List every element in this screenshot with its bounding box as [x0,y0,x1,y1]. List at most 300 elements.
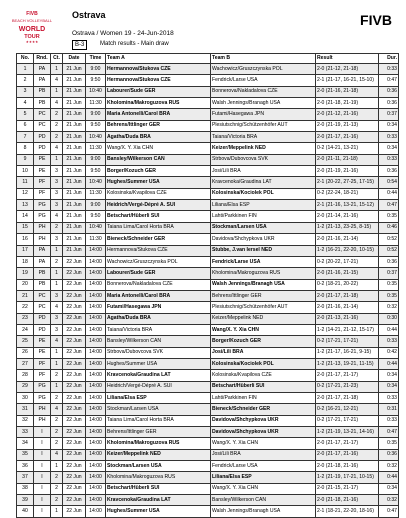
cell-round: PG [34,200,51,211]
table-row [17,495,399,506]
table-row [17,211,399,222]
table-row [17,404,399,415]
cell-round: PE [34,154,51,165]
cell-no: 32 [17,415,34,426]
cell-court: 1 [51,461,63,472]
cell-duration: 0:44 [379,358,399,369]
cell-duration: 0:34 [379,381,399,392]
col-header-date: Date [63,54,86,64]
cell-time: 9:50 [86,211,106,222]
cell-round: I [34,483,51,494]
cell-team-a: Agatha/Duda BRA [106,313,211,324]
cell-result: 0-2 (16-21, 12-21) [316,404,379,415]
svg-text:FIVB: FIVB [360,12,392,28]
cell-round: I [34,472,51,483]
cell-team-b: Borger/Kozuch GER [211,336,316,347]
cell-team-b: Josi/Lili BRA [211,166,316,177]
cell-result: 2-0 (21-18, 21-16) [316,461,379,472]
cell-result: 2-0 (21-18, 21-16) [316,495,379,506]
cell-court: 3 [51,324,63,335]
table-row [17,461,399,472]
cell-court: 1 [51,358,63,369]
cell-round: PF [34,188,51,199]
cell-team-a: Kravcenoka/Graudina LAT [106,370,211,381]
cell-no: 12 [17,188,34,199]
col-header-team-b: Team B [211,54,316,64]
cell-time: 11:30 [86,98,106,109]
cell-date: 21 Jun [63,98,86,109]
cell-duration: 0:54 [379,177,399,188]
cell-result: 2-1 (21-17, 16-21, 15-10) [316,75,379,86]
cell-time: 11:30 [86,188,106,199]
cell-date: 21 Jun [63,211,86,222]
cell-result: 2-0 (21-18, 21-19) [316,98,379,109]
cell-team-a: Heidrich/Vergé-Dépré A. SUI [106,381,211,392]
table-row [17,438,399,449]
cell-team-a: Bonnerova/Nakladalova CZE [106,279,211,290]
cell-duration: 0:47 [379,506,399,517]
cell-duration: 0:52 [379,234,399,245]
cell-court: 2 [51,256,63,267]
cell-team-b: Keizer/Meppelink NED [211,313,316,324]
cell-team-a: Futami/Hasegawa JPN [106,302,211,313]
cell-duration: 0:52 [379,245,399,256]
cell-no: 22 [17,302,34,313]
cell-team-a: Bieneck/Schneider GER [106,234,211,245]
cell-time: 10:40 [86,222,106,233]
cell-team-b: Walsh Jennings/Branagh USA [211,506,316,517]
cell-no: 4 [17,98,34,109]
cell-team-a: Behrens/Ittlinger GER [106,427,211,438]
cell-court: 1 [51,86,63,97]
cell-court: 3 [51,313,63,324]
table-row [17,381,399,392]
cell-duration: 0:42 [379,347,399,358]
table-row [17,177,399,188]
cell-date: 21 Jun [63,64,86,75]
cell-round: PB [34,268,51,279]
cell-no: 18 [17,256,34,267]
cell-no: 25 [17,336,34,347]
cell-round: PD [34,143,51,154]
cell-date: 22 Jun [63,358,86,369]
table-row [17,313,399,324]
cell-time: 9:00 [86,154,106,165]
cell-team-a: Taiana Lima/Carol Horta BRA [106,415,211,426]
cell-date: 22 Jun [63,472,86,483]
cell-duration: 0:32 [379,461,399,472]
cell-time: 14:00 [86,245,106,256]
cell-team-a: Taiana/Victoria BRA [106,324,211,335]
cell-team-a: Labourer/Sude GER [106,268,211,279]
cell-date: 22 Jun [63,392,86,403]
col-header-result: Result [316,54,379,64]
cell-round: PB [34,86,51,97]
cell-time: 14:00 [86,506,106,517]
cell-result: 1-2 (21-17, 16-21, 9-15) [316,347,379,358]
cell-duration: 0:33 [379,415,399,426]
cell-court: 2 [51,370,63,381]
cell-result: 1-2 (21-19, 17-21, 10-15) [316,472,379,483]
cell-duration: 0:34 [379,483,399,494]
cell-court: 1 [51,279,63,290]
cell-court: 1 [51,506,63,517]
cell-no: 38 [17,483,34,494]
table-row [17,268,399,279]
table-row [17,166,399,177]
cell-team-b: Betschart/Hüberli SUI [211,381,316,392]
cell-result: 1-2 (21-19, 13-21, 14-16) [316,427,379,438]
cell-round: PE [34,336,51,347]
cell-time: 14:00 [86,472,106,483]
col-header-court: Ct. [51,54,63,64]
cell-team-a: Kholomina/Makroguzova RUS [106,98,211,109]
cell-duration: 0:34 [379,120,399,131]
cell-duration: 0:46 [379,222,399,233]
cell-team-a: Agatha/Duda BRA [106,132,211,143]
cell-team-a: Kholomina/Makroguzova RUS [106,438,211,449]
cell-duration: 0:35 [379,279,399,290]
cell-court: 3 [51,200,63,211]
table-row [17,256,399,267]
cell-court: 4 [51,404,63,415]
cell-date: 22 Jun [63,483,86,494]
cell-time: 14:00 [86,256,106,267]
cell-court: 2 [51,120,63,131]
cell-team-b: Wachowicz/Gruszczynska POL [211,64,316,75]
cell-time: 14:00 [86,302,106,313]
cell-date: 22 Jun [63,506,86,517]
cell-round: PH [34,415,51,426]
cell-no: 27 [17,358,34,369]
cell-date: 22 Jun [63,336,86,347]
cell-duration: 0:37 [379,109,399,120]
cell-court: 1 [51,347,63,358]
cell-court: 2 [51,415,63,426]
cell-team-b: Davidova/Shchypkova UKR [211,234,316,245]
fivb-logo [356,12,396,28]
table-row [17,86,399,97]
table-row [17,279,399,290]
cell-time: 14:00 [86,381,106,392]
cell-result: 1-2 (16-21, 22-20, 10-15) [316,245,379,256]
cell-duration: 0:44 [379,472,399,483]
cell-time: 14:00 [86,279,106,290]
cell-round: PC [34,302,51,313]
cell-court: 4 [51,336,63,347]
cell-team-b: Wang/X. Y. Xia CHN [211,483,316,494]
cell-round: PC [34,120,51,131]
table-row [17,483,399,494]
cell-time: 14:00 [86,449,106,460]
cell-team-a: Hughes/Summer USA [106,177,211,188]
cell-date: 22 Jun [63,370,86,381]
cell-team-b: Fendrick/Larse USA [211,461,316,472]
cell-team-a: Hermannova/Stukova CZE [106,75,211,86]
cell-result: 1-2 (21-13, 23-25, 8-15) [316,222,379,233]
cell-duration: 0:36 [379,256,399,267]
cell-time: 14:00 [86,313,106,324]
cell-round: PF [34,370,51,381]
cell-date: 22 Jun [63,438,86,449]
cell-result: 0-2 (14-21, 13-21) [316,143,379,154]
cell-time: 14:00 [86,370,106,381]
table-row [17,188,399,199]
document-label: Match results - Main draw [100,41,169,47]
cell-court: 2 [51,495,63,506]
cell-team-a: Behrens/Ittlinger GER [106,120,211,131]
cell-duration: 0:35 [379,438,399,449]
cell-team-a: Wang/X. Y. Xia CHN [106,143,211,154]
cell-team-b: Bieneck/Schneider GER [211,404,316,415]
cell-result: 2-0 (21-16, 21-14) [316,234,379,245]
cell-team-b: Behrens/Ittlinger GER [211,290,316,301]
cell-team-b: Lahti/Parkkinen FIN [211,211,316,222]
cell-result: 2-0 (21-17, 21-17) [316,370,379,381]
cell-team-b: Keizer/Meppelink NED [211,143,316,154]
cell-date: 21 Jun [63,86,86,97]
cell-no: 34 [17,438,34,449]
cell-date: 21 Jun [63,120,86,131]
cell-team-b: Fendrick/Larse USA [211,256,316,267]
cell-date: 22 Jun [63,347,86,358]
cell-date: 21 Jun [63,132,86,143]
cell-team-a: Betschart/Hüberli SUI [106,483,211,494]
cell-team-b: Walsh Jennings/Branagh USA [211,279,316,290]
cell-date: 21 Jun [63,234,86,245]
cell-team-b: Kolosinska/Kociolek POL [211,358,316,369]
cell-time: 14:00 [86,404,106,415]
cell-team-a: Bansley/Wilkerson CAN [106,336,211,347]
cell-result: 2-1 (20-22, 27-25, 17-15) [316,177,379,188]
cell-team-b: Strbova/Dubovcova SVK [211,154,316,165]
cell-team-b: Bansley/Wilkerson CAN [211,495,316,506]
cell-duration: 0:47 [379,75,399,86]
cell-round: PG [34,381,51,392]
cell-time: 14:00 [86,268,106,279]
cell-time: 9:00 [86,109,106,120]
cell-result: 2-1 (18-21, 22-20, 18-16) [316,506,379,517]
cell-duration: 0:35 [379,211,399,222]
cell-team-b: Kravcenoka/Graudina LAT [211,177,316,188]
cell-court: 4 [51,449,63,460]
cell-duration: 0:35 [379,290,399,301]
table-row [17,336,399,347]
cell-result: 2-0 (21-14, 21-16) [316,211,379,222]
cell-duration: 0:31 [379,404,399,415]
cell-no: 39 [17,495,34,506]
cell-team-b: Wang/X. Y. Xia CHN [211,438,316,449]
document-code: B-3 [72,40,87,50]
cell-date: 21 Jun [63,166,86,177]
col-header-team-a: Team A [106,54,211,64]
cell-round: PD [34,313,51,324]
col-header-duration: Dur. [379,54,399,64]
cell-team-b: Josi/Lili BRA [211,449,316,460]
table-row [17,75,399,86]
cell-time: 11:30 [86,234,106,245]
cell-team-b: Josi/Lili BRA [211,347,316,358]
cell-no: 28 [17,370,34,381]
cell-no: 16 [17,234,34,245]
cell-date: 21 Jun [63,245,86,256]
cell-court: 4 [51,75,63,86]
cell-team-a: Borger/Kozuch GER [106,166,211,177]
table-row [17,472,399,483]
cell-team-b: Liliana/Elsa ESP [211,200,316,211]
cell-team-a: Hughes/Summer USA [106,506,211,517]
table-row [17,370,399,381]
cell-court: 2 [51,472,63,483]
cell-team-a: Kravcenoka/Graudina LAT [106,495,211,506]
cell-no: 2 [17,75,34,86]
cell-duration: 0:36 [379,449,399,460]
cell-team-a: Betschart/Hüberli SUI [106,211,211,222]
table-row [17,506,399,517]
cell-result: 2-0 (21-11, 21-18) [316,154,379,165]
cell-team-b: Taiana/Victoria BRA [211,132,316,143]
cell-court: 4 [51,98,63,109]
cell-no: 36 [17,461,34,472]
cell-time: 14:00 [86,483,106,494]
cell-date: 22 Jun [63,302,86,313]
cell-duration: 0:36 [379,166,399,177]
cell-duration: 0:34 [379,370,399,381]
cell-time: 14:00 [86,495,106,506]
table-row [17,120,399,131]
cell-result: 2-0 (21-17, 21-16) [316,449,379,460]
cell-court: 3 [51,188,63,199]
cell-duration: 0:47 [379,200,399,211]
table-row [17,109,399,120]
cell-result: 2-0 (21-17, 21-16) [316,132,379,143]
cell-no: 31 [17,404,34,415]
cell-no: 37 [17,472,34,483]
cell-duration: 0:33 [379,154,399,165]
table-row [17,347,399,358]
cell-result: 2-0 (21-13, 21-16) [316,313,379,324]
cell-team-b: Bonnerova/Nakladalova CZE [211,86,316,97]
cell-time: 9:50 [86,120,106,131]
table-row [17,415,399,426]
cell-result: 0-2 (20-22, 17-21) [316,256,379,267]
cell-court: 1 [51,154,63,165]
cell-duration: 0:37 [379,268,399,279]
cell-duration: 0:36 [379,98,399,109]
cell-round: PG [34,392,51,403]
cell-time: 10:40 [86,177,106,188]
cell-date: 21 Jun [63,200,86,211]
table-header-row [17,54,399,64]
cell-no: 8 [17,143,34,154]
cell-court: 4 [51,302,63,313]
cell-time: 14:00 [86,392,106,403]
cell-court: 1 [51,268,63,279]
cell-date: 22 Jun [63,381,86,392]
cell-time: 14:00 [86,347,106,358]
cell-time: 10:40 [86,86,106,97]
cell-no: 23 [17,313,34,324]
world-tour-logo [10,9,54,45]
cell-team-a: Kolosinska/Kvapilova CZE [106,188,211,199]
cell-date: 22 Jun [63,449,86,460]
cell-no: 3 [17,86,34,97]
cell-result: 2-0 (21-16, 21-18) [316,86,379,97]
cell-time: 9:50 [86,75,106,86]
cell-no: 13 [17,200,34,211]
svg-text:WORLD: WORLD [18,26,46,33]
cell-result: 2-0 (21-19, 21-13) [316,120,379,131]
cell-duration: 0:33 [379,132,399,143]
cell-time: 9:50 [86,166,106,177]
cell-court: 3 [51,234,63,245]
cell-result: 0-2 (17-21, 17-21) [316,336,379,347]
cell-no: 33 [17,427,34,438]
svg-text:FIVB: FIVB [26,11,38,17]
cell-court: 1 [51,381,63,392]
cell-no: 26 [17,347,34,358]
cell-date: 22 Jun [63,461,86,472]
cell-court: 2 [51,132,63,143]
cell-time: 14:00 [86,358,106,369]
table-row [17,234,399,245]
cell-date: 22 Jun [63,268,86,279]
cell-no: 11 [17,177,34,188]
table-row [17,143,399,154]
cell-court: 2 [51,109,63,120]
cell-round: PE [34,166,51,177]
cell-no: 35 [17,449,34,460]
cell-team-b: Wang/X. Y. Xia CHN [211,324,316,335]
cell-team-b: Plesiutschnig/Schützenhöfer AUT [211,120,316,131]
cell-round: PG [34,211,51,222]
cell-date: 22 Jun [63,495,86,506]
cell-no: 19 [17,268,34,279]
svg-text:TOUR: TOUR [24,34,40,40]
table-row [17,245,399,256]
cell-result: 2-0 (21-16, 21-14) [316,302,379,313]
cell-result: 1-2 (14-21, 21-12, 15-17) [316,324,379,335]
col-header-time: Time [86,54,106,64]
cell-court: 3 [51,290,63,301]
cell-date: 22 Jun [63,427,86,438]
cell-team-a: Stockman/Larsen USA [106,404,211,415]
cell-team-b: Fendrick/Larse USA [211,75,316,86]
table-row [17,290,399,301]
cell-team-a: Heidrich/Vergé-Dépré A. SUI [106,200,211,211]
table-row [17,98,399,109]
table-row [17,449,399,460]
cell-time: 11:30 [86,143,106,154]
cell-duration: 0:30 [379,313,399,324]
cell-date: 21 Jun [63,143,86,154]
cell-duration: 0:33 [379,336,399,347]
cell-team-a: Stockman/Larsen USA [106,461,211,472]
cell-round: I [34,438,51,449]
cell-date: 21 Jun [63,109,86,120]
cell-duration: 0:36 [379,86,399,97]
col-header-round: Rnd. [34,54,51,64]
cell-result: 2-1 (21-16, 13-21, 15-12) [316,200,379,211]
cell-round: PB [34,279,51,290]
cell-time: 10:40 [86,132,106,143]
cell-team-b: Davidova/Shchypkova UKR [211,427,316,438]
cell-time: 9:00 [86,200,106,211]
cell-no: 20 [17,279,34,290]
table-row [17,200,399,211]
col-header-no: No. [17,54,34,64]
cell-team-a: Hermannova/Stukova CZE [106,245,211,256]
